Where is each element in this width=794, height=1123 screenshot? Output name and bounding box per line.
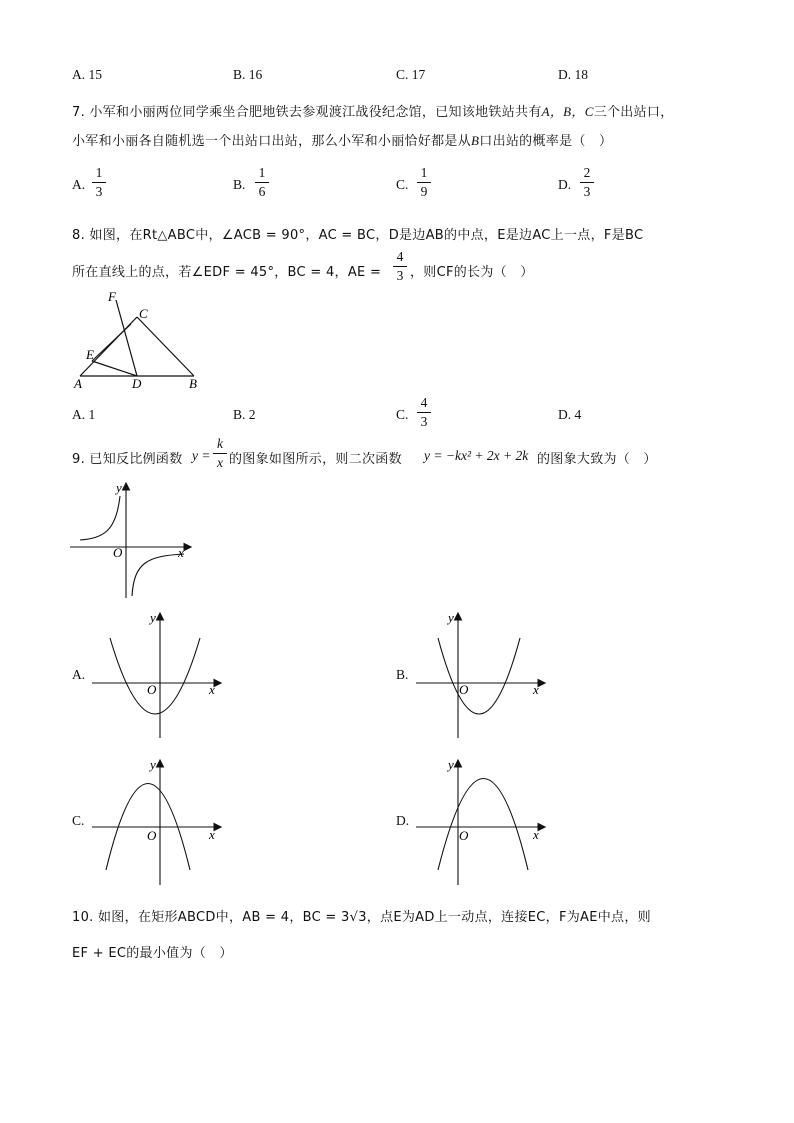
- q9-option-a-letter: A.: [72, 667, 86, 682]
- q9-option-a-graph: [88, 610, 228, 740]
- numerator: 1: [95, 165, 103, 180]
- axis-y-label: y: [150, 610, 156, 625]
- q7-line1: [72, 101, 674, 120]
- axis-x-label: x: [533, 682, 539, 697]
- q7-option-d-letter: D.: [558, 177, 572, 192]
- label-B: B: [189, 376, 197, 391]
- q7-option-b-fraction: [255, 165, 269, 200]
- axis-y-label: y: [448, 610, 454, 625]
- q8-line1: 8. 如图，在Rt△ABC中，∠ACB = 90°，AC = BC，D是边AB的中点，E是边AC上一点，F是BC: [72, 228, 644, 243]
- numerator: k: [217, 436, 223, 451]
- axis-x-label: x: [209, 682, 215, 697]
- q9-func2: y = −kx² + 2x + 2k: [424, 448, 529, 463]
- q8-option-d: D. 4: [558, 407, 582, 422]
- q10-line1: 10. 如图，在矩形ABCD中，AB = 4，BC = 3√3，点E为AD上一动点，连接EC，F为AE中点，则: [72, 910, 651, 925]
- q9-option-c-graph: [88, 757, 228, 887]
- q6-option-d: D. 18: [558, 67, 588, 82]
- q6-option-c: C. 17: [396, 67, 426, 82]
- origin-label: O: [459, 828, 469, 843]
- q8-option-b: B. 2: [233, 407, 256, 422]
- axis-y-label: y: [150, 757, 156, 772]
- q9-hyperbola-graph: [68, 480, 198, 600]
- q8-ae-fraction: [393, 249, 407, 284]
- origin-label: O: [113, 545, 123, 560]
- origin-label: O: [459, 682, 469, 697]
- q7-line2-start: 小军和小丽各自随机选一个出站口出站，那么小军和小丽恰好都是从: [72, 134, 472, 149]
- q9-start: 9. 已知反比例函数: [72, 452, 183, 467]
- q9-option-b-letter: B.: [396, 667, 409, 682]
- label-E: E: [86, 347, 94, 362]
- q7-line2-var: B: [471, 133, 480, 148]
- numerator: 4: [420, 395, 428, 410]
- q9-middle: 的图象如图所示，则二次函数: [229, 452, 402, 467]
- q7-option-a-fraction: [92, 165, 106, 200]
- q7-option-d-fraction: [580, 165, 594, 200]
- q7-line2: [72, 130, 612, 149]
- numerator: 1: [420, 165, 428, 180]
- q9-func1-lhs-text: y =: [192, 448, 211, 463]
- q8-line2-end: ，则CF的长为（ ）: [410, 265, 534, 280]
- q6-option-b: B. 16: [233, 67, 263, 82]
- denominator: 6: [258, 184, 266, 199]
- denominator: 3: [420, 414, 428, 429]
- axis-y-label: y: [448, 757, 454, 772]
- q9-end: 的图象大致为（ ）: [537, 452, 657, 467]
- q7-option-c-fraction: [417, 165, 431, 200]
- q10-line2: EF + EC的最小值为（ ）: [72, 946, 233, 961]
- q8-line2: [72, 261, 381, 280]
- q7-option-c-letter: C.: [396, 177, 409, 192]
- denominator: x: [217, 455, 223, 470]
- denominator: 3: [396, 268, 404, 283]
- origin-label: O: [147, 828, 157, 843]
- q9-option-d-graph: [412, 757, 552, 887]
- q8-option-c-letter: C.: [396, 407, 409, 422]
- q7-line2-end: 口出站的概率是（ ）: [479, 134, 613, 149]
- q7-line1-text: 7. 小军和小丽两位同学乘坐合肥地铁去参观渡江战役纪念馆，已知该地铁站共有: [72, 105, 542, 120]
- label-F: F: [108, 289, 116, 304]
- label-D: D: [132, 376, 142, 391]
- origin-label: O: [147, 682, 157, 697]
- axis-x-label: x: [533, 827, 539, 842]
- denominator: 3: [583, 184, 591, 199]
- denominator: 9: [420, 184, 428, 199]
- q9-option-c-letter: C.: [72, 813, 85, 828]
- q9-func1-fraction: [213, 436, 227, 471]
- numerator: 1: [258, 165, 266, 180]
- denominator: 3: [95, 184, 103, 199]
- q7-line1-vars: A，B，C: [541, 104, 594, 119]
- q9-option-b-graph: [412, 610, 552, 740]
- axis-x-label: x: [178, 545, 184, 560]
- q8-option-c-fraction: [417, 395, 431, 430]
- q7-line1-end: 三个出站口，: [593, 105, 674, 120]
- q8-option-a: A. 1: [72, 407, 96, 422]
- q9-option-d-letter: D.: [396, 813, 410, 828]
- q9-func1-lhs: [192, 448, 210, 464]
- label-A: A: [74, 376, 82, 391]
- axis-x-label: x: [209, 827, 215, 842]
- q7-option-a-letter: A.: [72, 177, 86, 192]
- label-C: C: [139, 306, 148, 321]
- q8-triangle-figure: [70, 287, 210, 397]
- q8-line2-start: 所在直线上的点，若∠EDF = 45°，BC = 4，AE =: [72, 265, 382, 280]
- numerator: 4: [396, 249, 404, 264]
- q6-option-a: A. 15: [72, 67, 102, 82]
- numerator: 2: [583, 165, 591, 180]
- q7-option-b-letter: B.: [233, 177, 246, 192]
- axis-y-label: y: [116, 480, 122, 495]
